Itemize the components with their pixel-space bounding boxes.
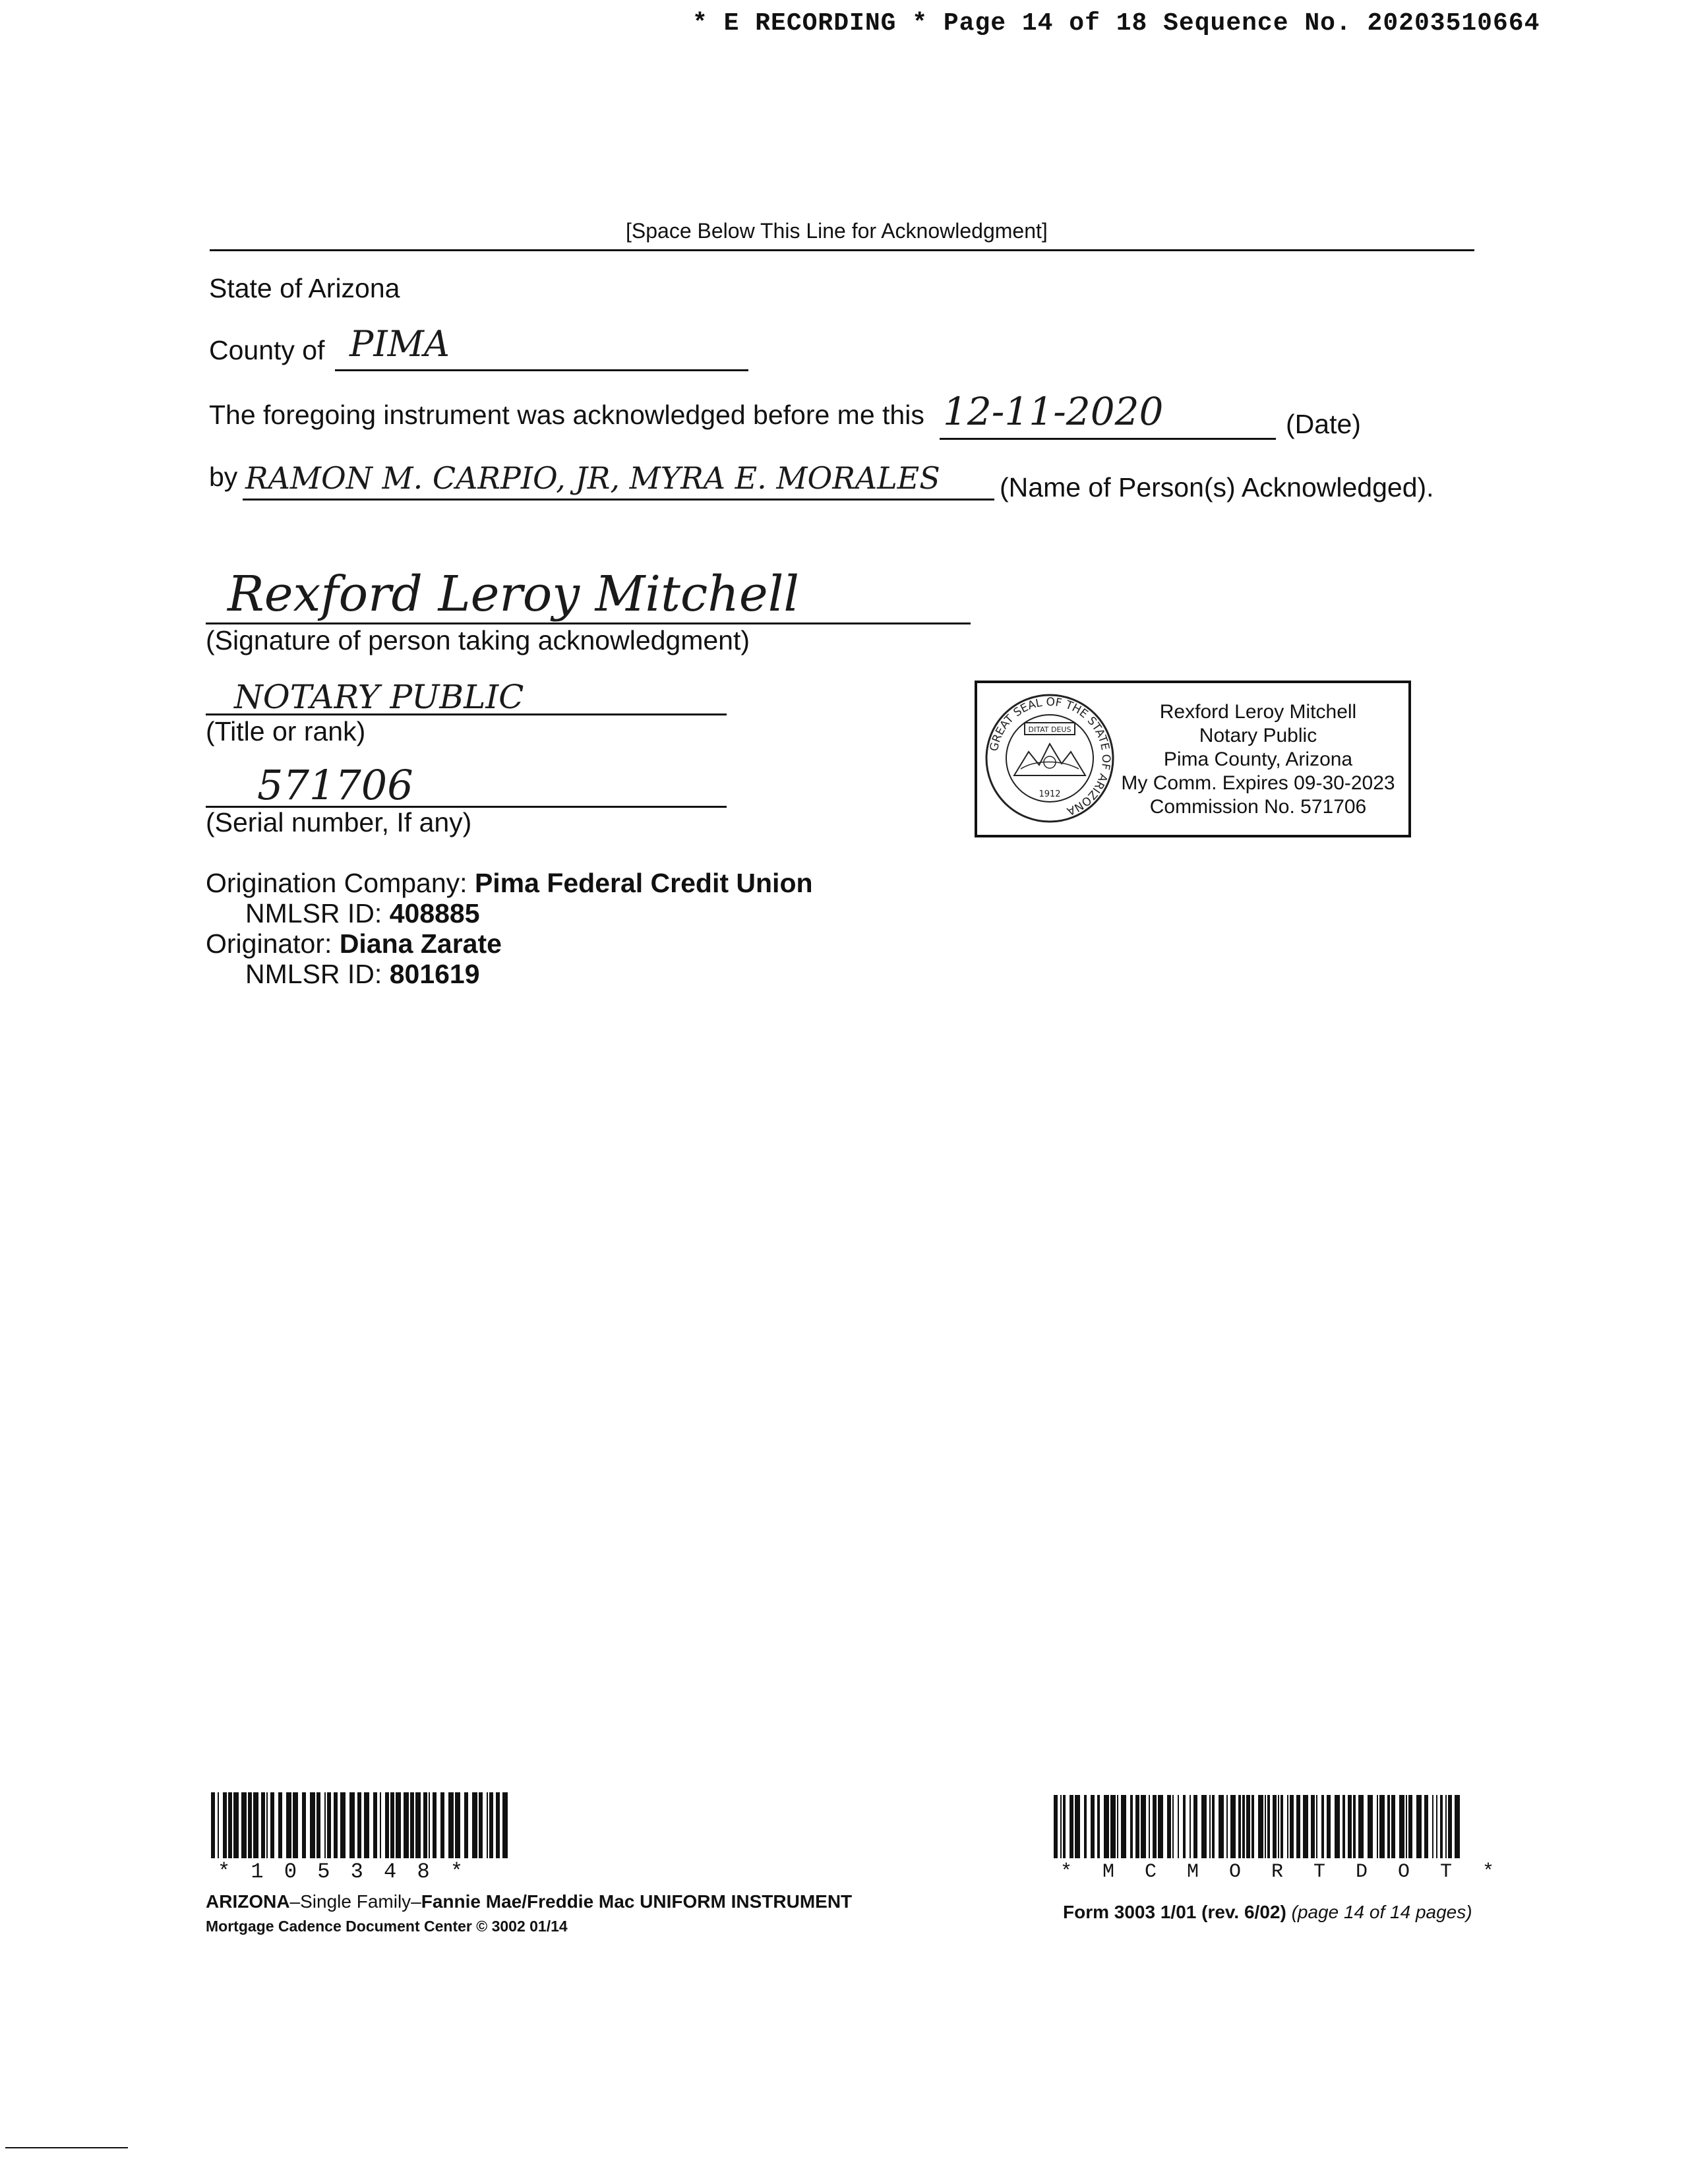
barcode-bar — [286, 1792, 291, 1858]
originator-nmlsr-row — [206, 959, 813, 989]
originator-nmlsr-value: 801619 — [389, 959, 480, 989]
barcode-bar — [1348, 1795, 1352, 1858]
barcode-bar — [1193, 1795, 1197, 1858]
barcode-bar — [1311, 1795, 1315, 1858]
barcode-bar — [415, 1792, 421, 1858]
barcode-bar — [1267, 1795, 1270, 1858]
origination-company-label: Origination Company: — [206, 868, 467, 898]
barcode-bar — [1190, 1795, 1191, 1858]
barcode-bar — [1379, 1795, 1385, 1858]
left-barcode — [211, 1792, 514, 1858]
right-barcode-text: * M C M O R T D O T * — [1060, 1861, 1504, 1883]
footer-form-line — [1063, 1902, 1472, 1923]
origination-company-row — [206, 868, 813, 898]
company-nmlsr-row — [206, 898, 813, 928]
serial-caption: (Serial number, If any) — [206, 807, 472, 837]
origination-block — [206, 868, 813, 989]
barcode-bar — [334, 1792, 338, 1858]
date-handwritten: 12-11-2020 — [943, 389, 1164, 434]
barcode-bar — [1141, 1795, 1146, 1858]
company-nmlsr-label: NMLSR ID: — [245, 898, 382, 928]
bottom-margin-mark — [5, 2147, 128, 2148]
right-barcode — [1054, 1795, 1462, 1858]
acknowledgment-divider-line — [210, 249, 1474, 251]
barcode-bar — [1281, 1795, 1283, 1858]
originator-nmlsr-label: NMLSR ID: — [245, 959, 382, 989]
barcode-bar — [1070, 1795, 1073, 1858]
signature-caption: (Signature of person taking acknowledgment) — [206, 625, 750, 655]
barcode-bar — [1273, 1795, 1277, 1858]
barcode-bar — [1183, 1795, 1186, 1858]
barcode-bar — [1097, 1795, 1100, 1858]
barcode-bar — [302, 1792, 306, 1858]
barcode-bar — [1201, 1795, 1207, 1858]
barcode-bar — [223, 1792, 227, 1858]
barcode-bar — [233, 1792, 239, 1858]
footer-doc-center: Mortgage Cadence Document Center © 3002 01/14 — [206, 1918, 568, 1935]
barcode-bar — [1117, 1795, 1118, 1858]
barcode-bar — [310, 1792, 315, 1858]
barcode-bar — [1251, 1795, 1254, 1858]
svg-text:1912: 1912 — [1039, 789, 1061, 799]
barcode-bar — [385, 1792, 389, 1858]
barcode-bar — [479, 1792, 483, 1858]
serial-handwritten: 571706 — [257, 761, 413, 809]
barcode-bar — [410, 1792, 414, 1858]
barcode-bar — [248, 1792, 252, 1858]
barcode-bar — [1110, 1795, 1116, 1858]
barcode-bar — [404, 1792, 409, 1858]
barcode-bar — [1440, 1795, 1443, 1858]
barcode-bar — [1335, 1795, 1340, 1858]
persons-suffix: (Name of Person(s) Acknowledged). — [1000, 472, 1434, 502]
barcode-bar — [1408, 1795, 1412, 1858]
barcode-bar — [364, 1792, 369, 1858]
barcode-bar — [1358, 1795, 1364, 1858]
title-caption: (Title or rank) — [206, 716, 366, 746]
barcode-bar — [1290, 1795, 1294, 1858]
county-line — [335, 369, 748, 371]
barcode-bar — [1327, 1795, 1331, 1858]
barcode-bar — [324, 1792, 326, 1858]
notary-stamp — [975, 681, 1411, 837]
barcode-bar — [429, 1792, 430, 1858]
barcode-bar — [1321, 1795, 1324, 1858]
barcode-bar — [1130, 1795, 1133, 1858]
originator-label: Originator: — [206, 928, 332, 959]
barcode-bar — [1230, 1795, 1236, 1858]
barcode-bar — [1278, 1795, 1279, 1858]
barcode-bar — [1436, 1795, 1437, 1858]
notary-title: Notary Public — [1199, 725, 1317, 746]
originator-row — [206, 928, 813, 959]
date-line — [940, 438, 1276, 440]
barcode-bar — [327, 1792, 331, 1858]
barcode-bar — [1212, 1795, 1215, 1858]
title-handwritten: NOTARY PUBLIC — [234, 678, 524, 716]
barcode-bar — [1209, 1795, 1211, 1858]
notary-county: Pima County, Arizona — [1163, 748, 1353, 770]
acknowledgment-divider-label: [Space Below This Line for Acknowledgment] — [623, 219, 1050, 243]
barcode-bar — [340, 1792, 346, 1858]
barcode-bar — [1178, 1795, 1179, 1858]
arizona-state-seal-icon — [982, 691, 1117, 826]
barcode-bar — [357, 1792, 361, 1858]
barcode-bar — [1448, 1795, 1452, 1858]
barcode-bar — [448, 1792, 454, 1858]
barcode-bar — [496, 1792, 500, 1858]
notary-commission: Commission No. 571706 — [1149, 796, 1367, 818]
footer-instrument-line — [206, 1891, 852, 1912]
barcode-bar — [1158, 1795, 1163, 1858]
barcode-bar — [1060, 1795, 1062, 1858]
notary-name: Rexford Leroy Mitchell — [1159, 701, 1357, 723]
barcode-bar — [1135, 1795, 1139, 1858]
barcode-bar — [1296, 1795, 1300, 1858]
barcode-left-icon — [211, 1792, 514, 1858]
barcode-bar — [396, 1792, 401, 1858]
barcode-bar — [218, 1792, 219, 1858]
barcode-bar — [266, 1792, 268, 1858]
barcode-bar — [1242, 1795, 1245, 1858]
footer-state: ARIZONA — [206, 1891, 290, 1912]
barcode-bar — [1432, 1795, 1433, 1858]
county-handwritten: PIMA — [349, 323, 450, 365]
barcode-bar — [423, 1792, 427, 1858]
by-label: by — [209, 462, 238, 492]
date-suffix: (Date) — [1286, 409, 1361, 439]
barcode-bar — [316, 1792, 320, 1858]
barcode-bar — [433, 1792, 437, 1858]
barcode-bar — [211, 1792, 215, 1858]
barcode-bar — [1149, 1795, 1150, 1858]
barcode-bar — [349, 1792, 355, 1858]
county-label: County of — [209, 335, 325, 365]
barcode-bar — [270, 1792, 274, 1858]
barcode-bar — [1153, 1795, 1157, 1858]
notary-expiration: My Comm. Expires 09-30-2023 — [1121, 772, 1395, 794]
barcode-bar — [1226, 1795, 1228, 1858]
persons-handwritten: RAMON M. CARPIO, JR, MYRA E. MORALES — [245, 460, 940, 496]
barcode-bar — [1063, 1795, 1066, 1858]
svg-text:GREAT SEAL OF THE STATE OF ARI: GREAT SEAL OF THE STATE OF ARIZONA — [987, 695, 1113, 818]
originator-value: Diana Zarate — [339, 928, 502, 959]
recording-stamp: * E RECORDING * Page 14 of 18 Sequence No. 20203510664 — [692, 9, 1540, 38]
barcode-bar — [1353, 1795, 1356, 1858]
persons-line — [243, 499, 994, 501]
barcode-bar — [1219, 1795, 1224, 1858]
barcode-bar — [1238, 1795, 1241, 1858]
barcode-bar — [1416, 1795, 1422, 1858]
barcode-bar — [293, 1792, 298, 1858]
barcode-bar — [489, 1792, 493, 1858]
barcode-bar — [1167, 1795, 1171, 1858]
barcode-bar — [373, 1792, 377, 1858]
barcode-bar — [253, 1792, 258, 1858]
barcode-bar — [390, 1792, 394, 1858]
barcode-bar — [1406, 1795, 1407, 1858]
barcode-bar — [1054, 1795, 1058, 1858]
barcode-bar — [1445, 1795, 1447, 1858]
barcode-bar — [278, 1792, 282, 1858]
barcode-bar — [261, 1792, 265, 1858]
barcode-bar — [1265, 1795, 1266, 1858]
footer-form-number: Form 3003 1/01 (rev. 6/02) — [1063, 1902, 1286, 1922]
barcode-bar — [472, 1792, 477, 1858]
barcode-bar — [1387, 1795, 1390, 1858]
company-nmlsr-value: 408885 — [389, 898, 480, 928]
barcode-bar — [1316, 1795, 1317, 1858]
barcode-bar — [1084, 1795, 1087, 1858]
barcode-bar — [1342, 1795, 1345, 1858]
svg-text:DITAT DEUS: DITAT DEUS — [1028, 725, 1071, 734]
footer-uniform-instrument: Fannie Mae/Freddie Mac UNIFORM INSTRUMENT — [421, 1891, 853, 1912]
barcode-bar — [1287, 1795, 1288, 1858]
barcode-bar — [1368, 1795, 1373, 1858]
footer-family: –Single Family– — [289, 1891, 421, 1912]
foregoing-statement: The foregoing instrument was acknowledged before me this — [209, 400, 924, 430]
barcode-bar — [241, 1792, 247, 1858]
barcode-bar — [1075, 1795, 1080, 1858]
barcode-bar — [1303, 1795, 1308, 1858]
left-barcode-text: * 1 0 5 3 4 8 * — [218, 1860, 467, 1884]
barcode-bar — [1455, 1795, 1460, 1858]
barcode-bar — [440, 1792, 444, 1858]
state-label: State of Arizona — [209, 273, 400, 303]
barcode-bar — [1172, 1795, 1174, 1858]
barcode-bar — [1258, 1795, 1263, 1858]
barcode-bar — [1424, 1795, 1428, 1858]
barcode-bar — [464, 1792, 468, 1858]
barcode-bar — [502, 1792, 508, 1858]
signature-line — [206, 622, 971, 624]
barcode-bar — [228, 1792, 232, 1858]
origination-company-value: Pima Federal Credit Union — [474, 868, 813, 898]
barcode-bar — [487, 1792, 488, 1858]
barcode-bar — [1377, 1795, 1378, 1858]
barcode-bar — [380, 1792, 381, 1858]
barcode-right-icon — [1054, 1795, 1462, 1858]
barcode-bar — [455, 1792, 460, 1858]
notary-signature: Rexford Leroy Mitchell — [227, 566, 800, 622]
barcode-bar — [1246, 1795, 1250, 1858]
barcode-bar — [1399, 1795, 1404, 1858]
barcode-bar — [1104, 1795, 1109, 1858]
barcode-bar — [1121, 1795, 1126, 1858]
barcode-bar — [1091, 1795, 1095, 1858]
barcode-bar — [1391, 1795, 1395, 1858]
footer-page-count: (page 14 of 14 pages) — [1291, 1902, 1472, 1922]
